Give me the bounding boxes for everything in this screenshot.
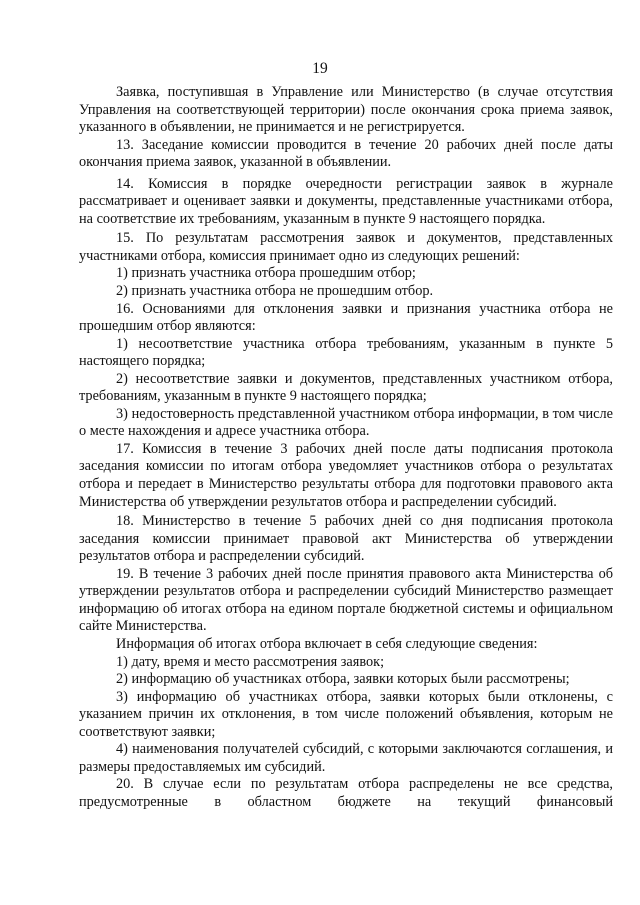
document-body: [79, 84, 613, 811]
page-number: 19: [312, 60, 328, 77]
paragraph-13: 13. Заседание комиссии проводится в течение 20 рабочих дней после даты окончания приема заявок, указанной в объявлении.: [79, 136, 613, 171]
paragraph-16-item-1: 1) несоответствие участника отбора требованиям, указанным в пункте 5 настоящего порядка;: [79, 335, 613, 370]
paragraph-15-item-1: 1) признать участника отбора прошедшим отбор;: [116, 265, 416, 282]
paragraph-16: 16. Основаниями для отклонения заявки и признания участника отбора не прошедшим отбор являются:: [79, 300, 613, 335]
paragraph-14: 14. Комиссия в порядке очередности регистрации заявок в журнале рассматривает и оценивает заявки и документы, представленные участниками отбора, на соответствие их требованиям, указанным в пункте 9 настоящего порядка.: [79, 175, 613, 227]
paragraph-late-application: Заявка, поступившая в Управление или Министерство (в случае отсутствия Управления на соответствующей территории) после окончания срока приема заявок, указанного в объявлении, не принимается и не регистрируется.: [79, 84, 613, 136]
paragraph-19-item-4: 4) наименования получателей субсидий, с которыми заключаются соглашения, и размеры предоставляемых им субсидий.: [79, 741, 613, 775]
paragraph-19-item-2: 2) информацию об участниках отбора, заявки которых были рассмотрены;: [116, 671, 570, 688]
paragraph-19-item-1: 1) дату, время и место рассмотрения заявок;: [116, 653, 385, 670]
paragraph-18: 18. Министерство в течение 5 рабочих дней со дня подписания протокола заседания комиссии принимает правовой акт Министерства об утверждении результатов отбора и распределении субсидий.: [79, 513, 613, 565]
paragraph-19-info: Информация об итогах отбора включает в себя следующие сведения:: [116, 635, 538, 652]
paragraph-15-item-2: 2) признать участника отбора не прошедшим отбор.: [116, 283, 434, 300]
paragraph-17: 17. Комиссия в течение 3 рабочих дней после даты подписания протокола заседания комиссии по итогам отбора уведомляет участников отбора о результатах отбора и передает в Министерство результаты отбора для подготовки правового акта Министерства об утверждении результатов отбора и распределении субсидий.: [79, 440, 613, 510]
paragraph-15: 15. По результатам рассмотрения заявок и документов, представленных участниками отбора, комиссия принимает одно из следующих решений:: [79, 230, 613, 264]
paragraph-16-item-3: 3) недостоверность представленной участником отбора информации, в том числе о месте нахождения и адресе участника отбора.: [79, 405, 613, 440]
paragraph-19: 19. В течение 3 рабочих дней после принятия правового акта Министерства об утверждении результатов отбора и распределении субсидий Министерство размещает информацию об итогах отбора на едином портале бюджетной системы и официальном сайте Министерства.: [79, 565, 613, 635]
paragraph-20: 20. В случае если по результатам отбора распределены не все средства, предусмотренные в областном бюджете на текущий финансовый: [79, 776, 613, 810]
paragraph-19-item-3: 3) информацию об участниках отбора, заявки которых были отклонены, с указанием причин их отклонения, в том числе положений объявления, которым не соответствуют заявки;: [79, 688, 613, 740]
paragraph-16-item-2: 2) несоответствие заявки и документов, представленных участником отбора, требованиям, указанным в пункте 9 настоящего порядка;: [79, 370, 613, 405]
